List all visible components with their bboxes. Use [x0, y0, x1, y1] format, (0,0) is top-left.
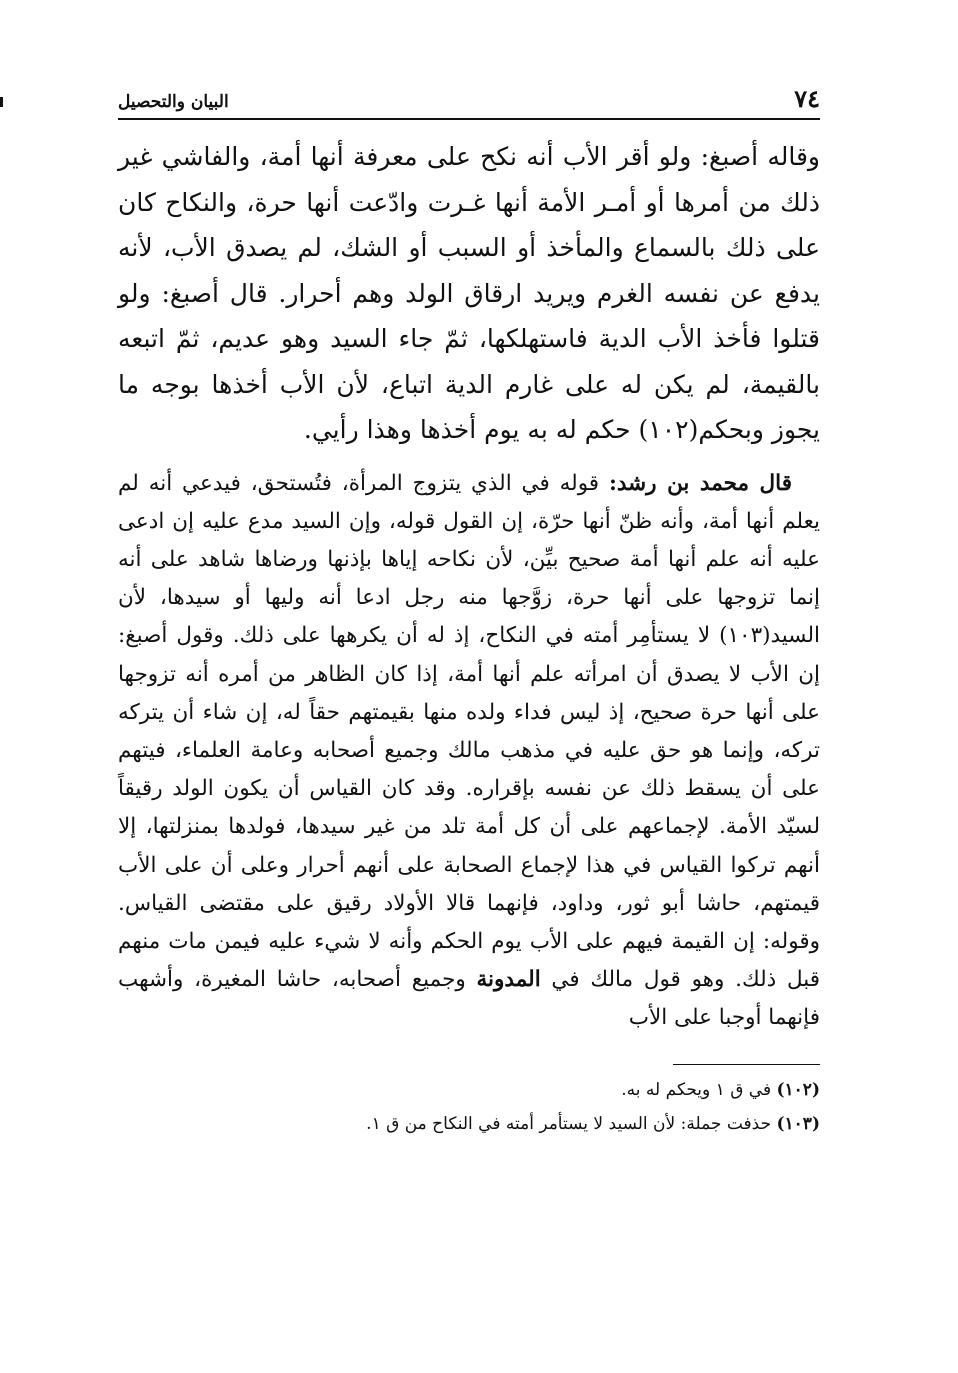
footnote-text: في ق ١ ويحكم له به.	[621, 1079, 772, 1100]
footnote-number: (١٠٣)	[776, 1113, 820, 1134]
bold-term: المدونة	[476, 967, 541, 993]
footnote-103	[118, 1107, 820, 1141]
footnote-102	[118, 1073, 820, 1107]
main-text	[118, 134, 820, 1038]
footnote-separator	[673, 1064, 820, 1065]
scan-edge-mark	[0, 97, 3, 107]
footnotes	[118, 1073, 820, 1141]
paragraph-text: قوله في الذي يتزوج المرأة، فتُستحق، فيدعي أنه لم يعلم أنها أمة، وأنه ظنّ أنها حرّة، إن القول قوله، وإن السيد مدع عليه إن ادعى عليه أنه علم أنها أمة صحيح بيِّن، لأن نكاحه إياها بإذنها ورضاها شاهد على أنه إنما تزوجها على أنها حرة، زوَّجها منه رجل ادعا أنه وليها أو سيدها، لأن السيد(١٠٣) لا يستأمِر أمته في النكاح، إذ له أن يكرهها على ذلك. وقول أصبغ: إن الأب لا يصدق أن امرأته علم أنها أمة، إذا كان الظاهر من أمره أنه تزوجها على أنها حرة صحيح، إذ ليس فداء ولده منها بقيمتهم حقاً له، إن شاء أن يتركه تركه، وإنما هو حق عليه في مذهب مالك وجميع أصحابه وعامة العلماء، فيتهم على أن يسقط ذلك عن نفسه بإقراره. وقد كان القياس أن يكون الولد رقيقاً لسيّد الأمة. لإجماعهم على أن كل أمة تلد من غير سيدها، فولدها بمنزلتها، إلا أنهم تركوا القياس في هذا لإجماع الصحابة على أنهم أحرار وعلى أن على الأب قيمتهم، حاشا أبو ثور، وداود، فإنهما قالا الأولاد رقيق على مقتضى القياس. وقوله: إن القيمة فيهم على الأب يوم الحكم وأنه لا شيء عليه فيمن مات منهم قبل ذلك. وهو قول مالك في	[118, 470, 820, 993]
paragraph-ibn-rushd	[118, 465, 820, 1038]
book-page	[118, 84, 820, 1141]
page-header	[118, 84, 820, 114]
header-rule	[118, 118, 820, 120]
running-title: البيان والتحصيل	[118, 92, 229, 112]
paragraph-text-end: وجميع أصحابه، حاشا المغيرة، وأشهب فإنهما أوجبا على الأب	[118, 967, 820, 1031]
paragraph-asbagh: وقاله أصبغ: ولو أقر الأب أنه نكح على معرفة أنها أمة، والفاشي غير ذلك من أمرها أو أمـر الأمة أنها غـرت وادّعت أنها حرة، والنكاح كان على ذلك بالسماع والمأخذ أو السبب أو الشك، لم يصدق الأب، لأنه يدفع عن نفسه الغرم ويريد ارقاق الولد وهم أحرار. قال أصبغ: ولو قتلوا فأخذ الأب الدية فاستهلكها، ثمّ جاء السيد وهو عديم، ثمّ اتبعه بالقيمة، لم يكن له على غارم الدية اتباع، لأن الأب أخذها بوجه ما يجوز وبحكم(١٠٢) حكم له به يوم أخذها وهذا رأيي.	[118, 142, 820, 444]
page-number: ٧٤	[794, 84, 820, 113]
footnote-number: (١٠٢)	[776, 1079, 820, 1100]
footnote-text: حذفت جملة: لأن السيد لا يستأمر أمته في النكاح من ق ١.	[366, 1113, 772, 1134]
speaker-label: قال محمد بن رشد:	[608, 470, 792, 496]
